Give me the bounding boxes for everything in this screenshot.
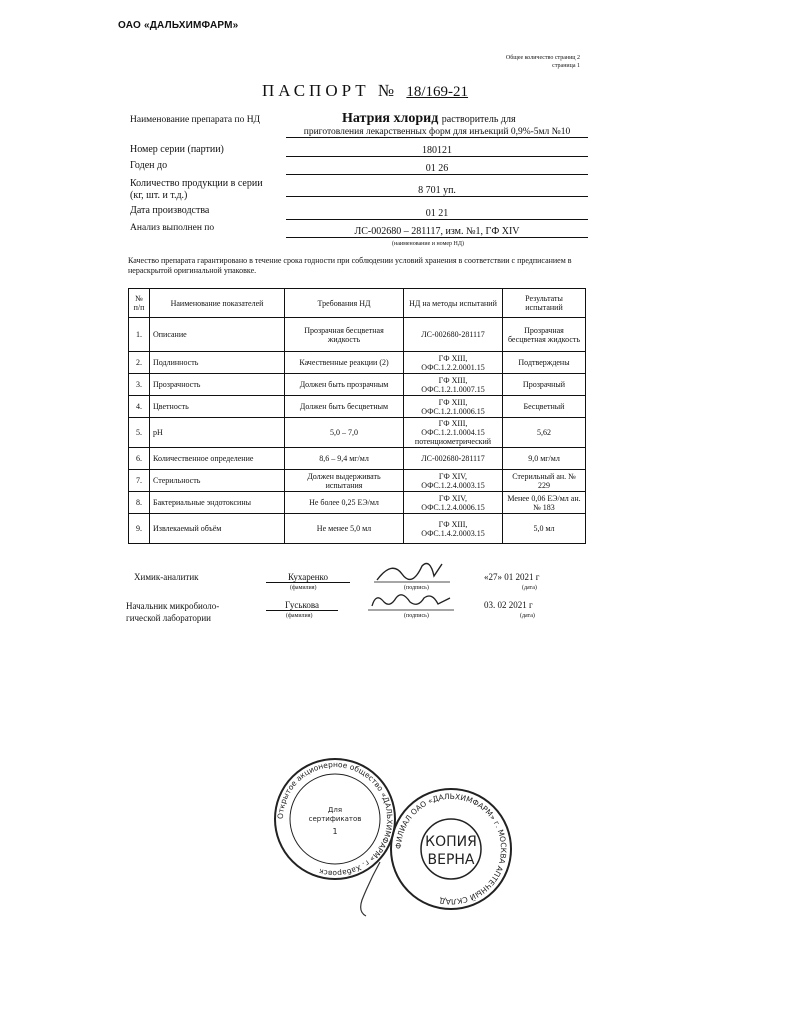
row-indicator: Извлекаемый объём bbox=[150, 514, 285, 544]
sig1-surname: Кухаренко bbox=[266, 572, 350, 583]
analysis-caption: (наименование и номер НД) bbox=[392, 241, 464, 247]
table-row bbox=[129, 448, 586, 470]
sig1-date: «27» 01 2021 г bbox=[484, 572, 540, 582]
row-requirement: Качественные реакции (2) bbox=[285, 352, 404, 374]
sig1-role: Химик-аналитик bbox=[134, 572, 199, 582]
row-requirement: 8,6 – 9,4 мг/мл bbox=[285, 448, 404, 470]
row-indicator: Прозрачность bbox=[150, 374, 285, 396]
title-prefix: ПАСПОРТ № bbox=[262, 81, 399, 100]
expiry-value: 01 26 bbox=[286, 163, 588, 175]
row-result: Прозрачный bbox=[503, 374, 586, 396]
row-result: Стерильный ан. № 229 bbox=[503, 470, 586, 492]
row-number: 4. bbox=[129, 396, 150, 418]
sig2-role-block bbox=[126, 600, 219, 624]
page-info bbox=[498, 54, 580, 70]
row-method: ГФ XIV, ОФС.1.2.4.0006.15 bbox=[404, 492, 503, 514]
row-result: 9,0 мг/мл bbox=[503, 448, 586, 470]
sig1-handwritten-signature bbox=[372, 556, 452, 586]
seal-outer-text: Открытое акционерное общество «ДАЛЬХИМФАРМ» г. Хабаровск bbox=[275, 759, 395, 879]
sig2-role: Начальник микробиоло- bbox=[126, 601, 220, 611]
copy-stamp-outer-text: ФИЛИАЛ ОАО «ДАЛЬХИМФАРМ» г. МОСКВА АПТЕЧНЫЙ СКЛАД bbox=[393, 791, 509, 907]
row-method: ГФ XIII, ОФС.1.2.1.0006.15 bbox=[404, 396, 503, 418]
row-method: ГФ XIII, ОФС.1.2.1.0004.15 потенциометрический bbox=[404, 418, 503, 448]
copy-stamp-line1: КОПИЯ bbox=[425, 834, 477, 850]
row-result: 5,0 мл bbox=[503, 514, 586, 544]
quantity-value: 8 701 уп. bbox=[286, 185, 588, 197]
table-row bbox=[129, 514, 586, 544]
row-indicator: Подлинность bbox=[150, 352, 285, 374]
table-row bbox=[129, 318, 586, 352]
quantity-label-block bbox=[130, 178, 263, 202]
handwritten-stroke bbox=[350, 860, 390, 920]
row-number: 8. bbox=[129, 492, 150, 514]
row-number: 6. bbox=[129, 448, 150, 470]
row-requirement: Должен быть бесцветным bbox=[285, 396, 404, 418]
table-row bbox=[129, 418, 586, 448]
col-indicator: Наименование показателей bbox=[150, 289, 285, 318]
table-row bbox=[129, 374, 586, 396]
page-number: страница 1 bbox=[552, 63, 580, 69]
sig2-date-caption: (дата) bbox=[520, 613, 535, 619]
drug-name-block bbox=[286, 111, 588, 138]
row-number: 7. bbox=[129, 470, 150, 492]
sig2-surname: Гуськова bbox=[266, 600, 338, 611]
copy-certified-stamp bbox=[388, 786, 514, 912]
row-method: ГФ XIII, ОФС.1.2.1.0007.15 bbox=[404, 374, 503, 396]
table-header-row bbox=[129, 289, 586, 318]
sig1-surname-caption: (фамилия) bbox=[290, 585, 317, 591]
row-requirement: Не менее 5,0 мл bbox=[285, 514, 404, 544]
row-indicator: Цветность bbox=[150, 396, 285, 418]
results-table bbox=[128, 288, 586, 544]
table-row bbox=[129, 492, 586, 514]
row-indicator: Бактериальные эндотоксины bbox=[150, 492, 285, 514]
quality-note: Качество препарата гарантировано в течение срока годности при соблюдении условий хранения в соответствии с предписанием в нераскрытой оригинальной упаковке. bbox=[128, 256, 572, 275]
passport-title bbox=[262, 81, 468, 101]
drug-name-suffix: растворитель для bbox=[441, 114, 516, 125]
seal-center2: сертификатов bbox=[308, 815, 362, 823]
table-row bbox=[129, 470, 586, 492]
seal-center1: Для bbox=[327, 806, 343, 814]
row-result: 5,62 bbox=[503, 418, 586, 448]
company-name: ОАО «ДАЛЬХИМФАРМ» bbox=[118, 20, 239, 31]
sig2-surname-caption: (фамилия) bbox=[286, 613, 313, 619]
row-requirement: Должен выдерживать испытания bbox=[285, 470, 404, 492]
quantity-label2: (кг, шт. и т.д.) bbox=[130, 190, 188, 201]
row-method: ЛС-002680-281117 bbox=[404, 448, 503, 470]
row-result: Прозрачная бесцветная жидкость bbox=[503, 318, 586, 352]
row-method: ЛС-002680-281117 bbox=[404, 318, 503, 352]
row-result: Менее 0,06 ЕЭ/мл ан. № 183 bbox=[503, 492, 586, 514]
row-requirement: Прозрачная бесцветная жидкость bbox=[285, 318, 404, 352]
row-result: Подтверждены bbox=[503, 352, 586, 374]
quantity-label: Количество продукции в серии bbox=[130, 178, 263, 189]
row-indicator: Стерильность bbox=[150, 470, 285, 492]
seal-center3: 1 bbox=[332, 827, 338, 836]
col-results: Результаты испытаний bbox=[503, 289, 586, 318]
sig2-role2: гической лаборатории bbox=[126, 613, 212, 623]
row-method: ГФ XIII, ОФС.1.4.2.0003.15 bbox=[404, 514, 503, 544]
row-number: 2. bbox=[129, 352, 150, 374]
row-requirement: Не более 0,25 ЕЭ/мл bbox=[285, 492, 404, 514]
drug-name: Натрия хлорид bbox=[342, 111, 439, 126]
row-number: 9. bbox=[129, 514, 150, 544]
col-requirements: Требования НД bbox=[285, 289, 404, 318]
drug-name-line2: приготовления лекарственных форм для инъекций 0,9%-5мл №10 bbox=[286, 127, 588, 138]
total-pages: Общее количество страниц 2 bbox=[505, 55, 580, 61]
sig2-sign-caption: (подпись) bbox=[404, 613, 429, 619]
row-number: 5. bbox=[129, 418, 150, 448]
series-label: Номер серии (партии) bbox=[130, 144, 224, 155]
row-requirement: Должен быть прозрачным bbox=[285, 374, 404, 396]
series-value: 180121 bbox=[286, 145, 588, 157]
sig1-sign-caption: (подпись) bbox=[404, 585, 429, 591]
row-method: ГФ XIV, ОФС.1.2.4.0003.15 bbox=[404, 470, 503, 492]
name-label: Наименование препарата по НД bbox=[130, 115, 261, 125]
production-label: Дата производства bbox=[130, 205, 210, 216]
col-method: НД на методы испытаний bbox=[404, 289, 503, 318]
row-indicator: pH bbox=[150, 418, 285, 448]
expiry-label: Годен до bbox=[130, 160, 168, 171]
copy-stamp-line2: ВЕРНА bbox=[427, 852, 475, 868]
row-result: Бесцветный bbox=[503, 396, 586, 418]
col-number: № п/п bbox=[129, 289, 150, 318]
passport-number: 18/169-21 bbox=[406, 84, 469, 100]
row-method: ГФ XIII, ОФС.1.2.2.0001.15 bbox=[404, 352, 503, 374]
sig2-date: 03. 02 2021 г bbox=[484, 600, 533, 610]
production-value: 01 21 bbox=[286, 208, 588, 220]
row-number: 1. bbox=[129, 318, 150, 352]
analysis-label: Анализ выполнен по bbox=[130, 223, 215, 233]
row-number: 3. bbox=[129, 374, 150, 396]
sig2-handwritten-signature bbox=[366, 588, 456, 614]
row-indicator: Количественное определение bbox=[150, 448, 285, 470]
table-row bbox=[129, 396, 586, 418]
analysis-value: ЛС-002680 – 281117, изм. №1, ГФ XIV bbox=[286, 226, 588, 238]
table-row bbox=[129, 352, 586, 374]
row-requirement: 5,0 – 7,0 bbox=[285, 418, 404, 448]
row-indicator: Описание bbox=[150, 318, 285, 352]
sig1-date-caption: (дата) bbox=[522, 585, 537, 591]
